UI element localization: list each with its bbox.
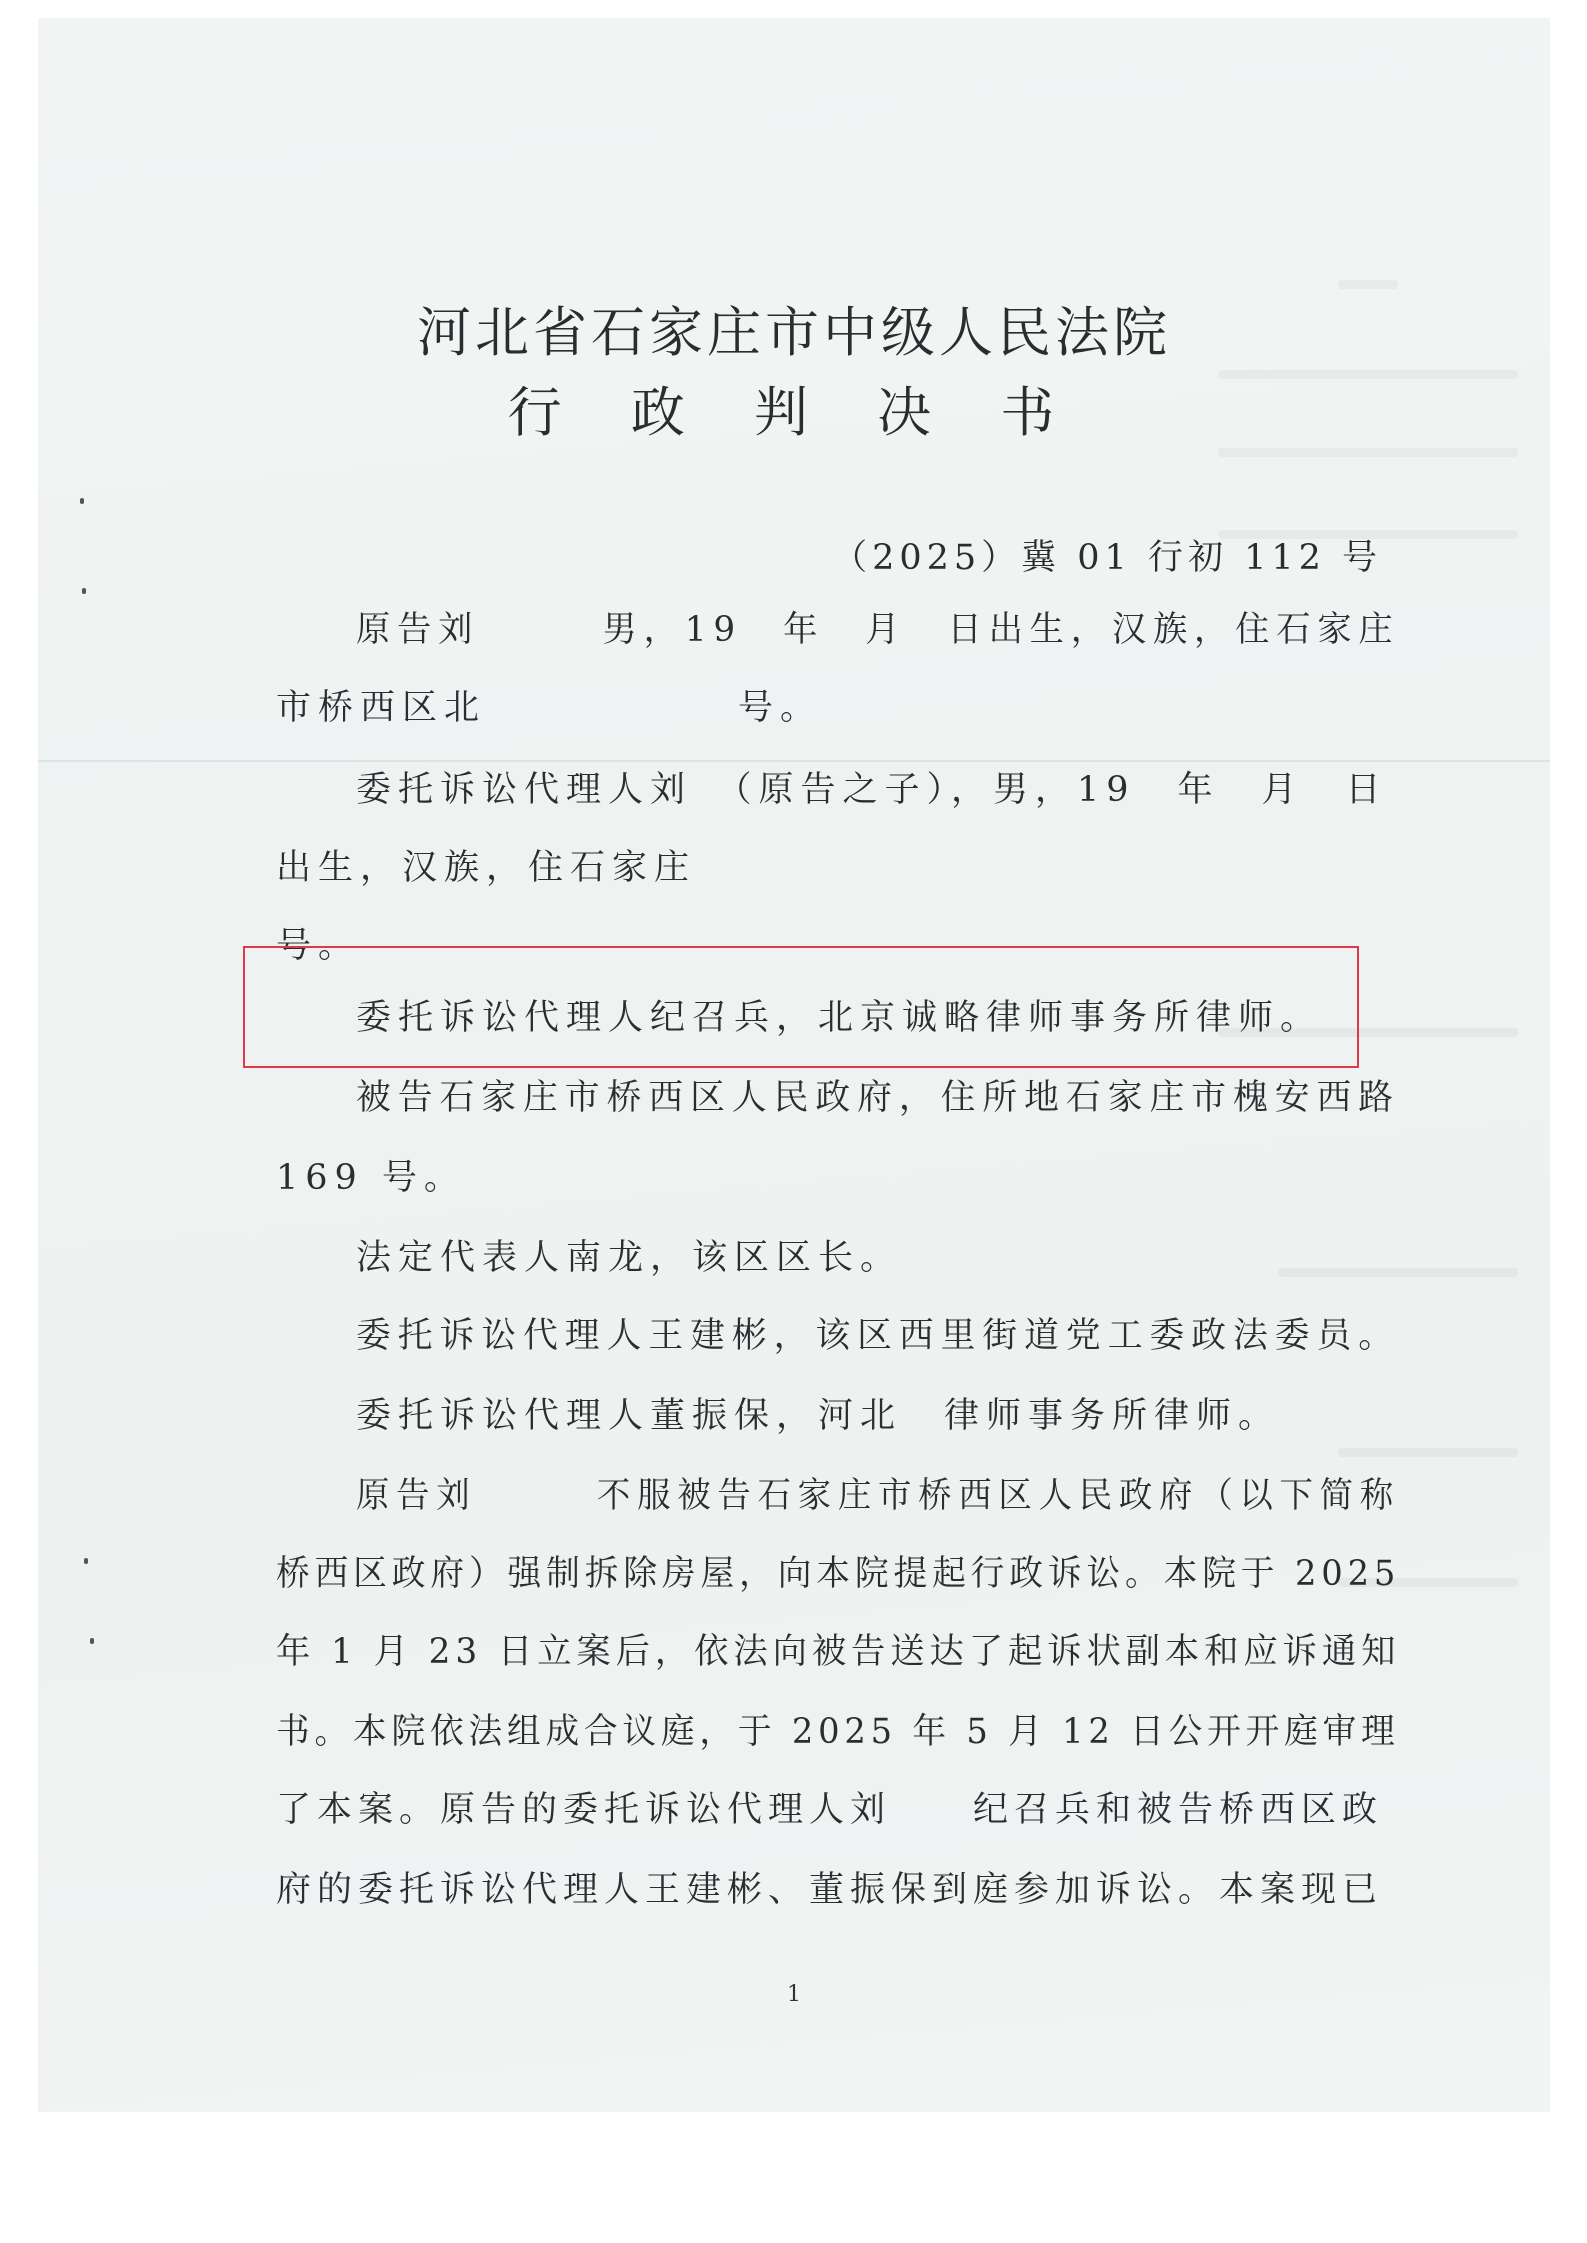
body-line-3: 委托诉讼代理人刘 （原告之子），男，19 年 月 日 (356, 770, 1388, 810)
page-number: 1 (787, 1982, 801, 2007)
body-line-6-highlighted: 委托诉讼代理人纪召兵，北京诚略律师事务所律师。 (356, 998, 1323, 1038)
body-line-12: 原告刘 不服被告石家庄市桥西区人民政府（以下简称 (356, 1476, 1400, 1516)
bleed-through-mark (1218, 448, 1518, 457)
body-line-13: 桥西区政府）强制拆除房屋，向本院提起行政诉讼。本院于 2025 (276, 1554, 1401, 1594)
body-line-17: 府的委托诉讼代理人王建彬、董振保到庭参加诉讼。本案现已 (276, 1870, 1384, 1910)
paper-speck (80, 498, 84, 504)
paper-speck (82, 588, 86, 594)
paper-speck (90, 1638, 94, 1644)
document-type-title: 行 政 判 决 书 (507, 381, 1081, 444)
body-line-11: 委托诉讼代理人董振保，河北 律师事务所律师。 (356, 1396, 1281, 1436)
paper-fold-line (38, 760, 1550, 762)
court-name: 河北省石家庄市中级人民法院 (417, 301, 1171, 364)
document-page (38, 18, 1550, 2112)
body-line-8: 169 号。 (276, 1158, 466, 1198)
case-number: （2025）冀 01 行初 112 号 (832, 538, 1382, 578)
body-line-10: 委托诉讼代理人王建彬，该区西里街道党工委政法委员。 (356, 1316, 1401, 1356)
bleed-through-mark (1278, 1268, 1518, 1277)
body-line-15: 书。本院依法组成合议庭，于 2025 年 5 月 12 日公开开庭审理 (276, 1712, 1400, 1752)
body-line-9: 法定代表人南龙，该区区长。 (356, 1238, 903, 1278)
bleed-through-mark (1338, 280, 1398, 289)
body-line-5: 号。 (276, 926, 361, 966)
paper-speck (84, 1558, 88, 1564)
body-line-4: 出生，汉族，住石家庄 (276, 848, 697, 888)
body-line-2: 市桥西区北 号。 (276, 688, 823, 728)
body-line-16: 了本案。原告的委托诉讼代理人刘 纪召兵和被告桥西区政 (276, 1790, 1384, 1830)
body-line-14: 年 1 月 23 日立案后，依法向被告送达了起诉状副本和应诉通知 (276, 1632, 1401, 1672)
body-line-7: 被告石家庄市桥西区人民政府，住所地石家庄市槐安西路 (356, 1078, 1401, 1118)
body-line-1: 原告刘 男，19 年 月 日出生，汉族，住石家庄 (356, 610, 1400, 650)
bleed-through-mark (1338, 1448, 1518, 1457)
